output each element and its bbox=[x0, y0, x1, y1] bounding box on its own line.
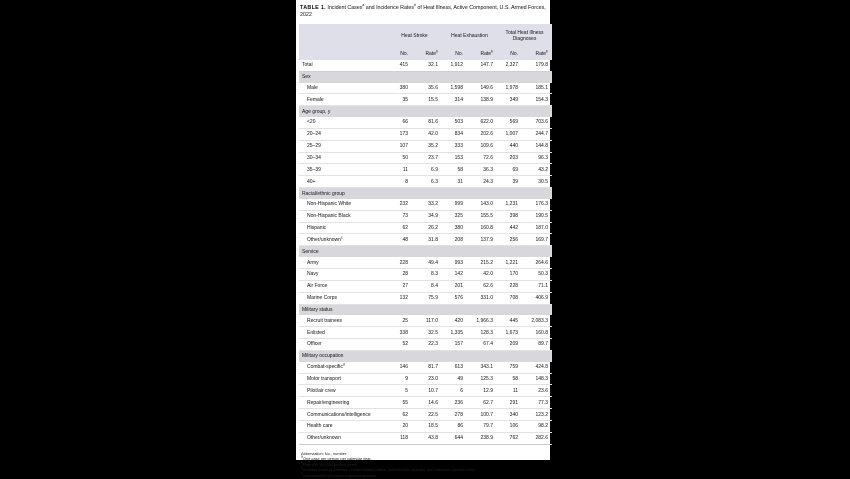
section-label: Sex bbox=[299, 71, 552, 82]
table-cell: 176.3 bbox=[522, 199, 552, 210]
table-cell: 9 bbox=[387, 373, 412, 385]
title-superscript-a: a bbox=[362, 3, 365, 8]
table-cell: 125.3 bbox=[467, 373, 497, 385]
header-sub-stroke-no: No. bbox=[387, 49, 412, 60]
table-cell: 81.7 bbox=[412, 362, 442, 373]
table-cell: 993 bbox=[442, 257, 467, 268]
table-cell: 75.9 bbox=[412, 292, 442, 304]
row-label: Enlisted bbox=[299, 327, 387, 339]
table-row bbox=[299, 432, 552, 444]
table-cell: 143.0 bbox=[467, 199, 497, 210]
rate-superscript: b bbox=[436, 49, 438, 54]
table-cell: 1,673 bbox=[497, 327, 522, 339]
table-cell: 72.6 bbox=[467, 152, 497, 164]
title-text-before: Incident Cases bbox=[325, 5, 363, 11]
table-cell: 22.5 bbox=[412, 409, 442, 421]
row-label: Health care bbox=[299, 420, 387, 432]
table-cell: 187.0 bbox=[522, 222, 552, 234]
table-cell: 98.2 bbox=[522, 420, 552, 432]
table-cell: 32.1 bbox=[412, 60, 442, 71]
table-cell: 39 bbox=[497, 176, 522, 188]
table-cell: 5 bbox=[387, 385, 412, 397]
table-cell: 185.1 bbox=[522, 83, 552, 94]
table-cell: 55 bbox=[387, 397, 412, 409]
table-cell: 228 bbox=[497, 280, 522, 292]
table-row bbox=[299, 280, 552, 292]
table-row bbox=[299, 373, 552, 385]
table-cell: 43.8 bbox=[412, 432, 442, 444]
table-cell: 137.9 bbox=[467, 234, 497, 246]
row-label: Non-Hispanic White bbox=[299, 199, 387, 210]
table-cell: 23.0 bbox=[412, 373, 442, 385]
header-group-total-heat-illness: Total Heat Illness Diagnoses bbox=[497, 24, 552, 49]
table-cell: 43.2 bbox=[522, 164, 552, 176]
table-cell: 58 bbox=[497, 373, 522, 385]
section-label: Age group, y bbox=[299, 106, 552, 117]
header-sub-exhaustion-rate: Rate$^b$ bbox=[467, 49, 497, 60]
row-label: 35–39 bbox=[299, 164, 387, 176]
table-cell: 73 bbox=[387, 210, 412, 222]
table-row bbox=[299, 269, 552, 281]
table-cell: 109.6 bbox=[467, 140, 497, 152]
table-cell: 325 bbox=[442, 210, 467, 222]
table-row bbox=[299, 222, 552, 234]
table-section-row bbox=[299, 71, 552, 82]
header-group-heat-exhaustion: Heat Exhaustion bbox=[442, 24, 497, 49]
title-text-after: of Heat Illness, Active Component, U.S. Armed Forces, 2022 bbox=[300, 5, 546, 19]
table-cell: 107 bbox=[387, 140, 412, 152]
table-cell: 406.9 bbox=[522, 292, 552, 304]
row-label: Hispanic bbox=[299, 222, 387, 234]
table-row bbox=[299, 164, 552, 176]
table-row bbox=[299, 420, 552, 432]
row-label-superscript: d bbox=[342, 362, 345, 367]
table-row bbox=[299, 210, 552, 222]
heat-illness-table bbox=[299, 24, 552, 445]
table-cell: 34.9 bbox=[412, 210, 442, 222]
row-label: Combat-specific$^d$ bbox=[299, 362, 387, 373]
row-label: 40+ bbox=[299, 176, 387, 188]
table-cell: 238.9 bbox=[467, 432, 497, 444]
table-cell: 415 bbox=[387, 60, 412, 71]
table-cell: 380 bbox=[387, 83, 412, 94]
table-cell: 503 bbox=[442, 117, 467, 128]
table-cell: 35.6 bbox=[412, 83, 442, 94]
row-label: 25–29 bbox=[299, 140, 387, 152]
table-cell: 264.6 bbox=[522, 257, 552, 268]
table-cell: 445 bbox=[497, 315, 522, 326]
footnote-text: Abbreviation: No., number. bbox=[301, 450, 348, 456]
section-label: Military occupation bbox=[299, 350, 552, 361]
table-cell: 340 bbox=[497, 409, 522, 421]
title-superscript-b: b bbox=[413, 3, 416, 8]
table-row bbox=[299, 117, 552, 128]
table-cell: 8.3 bbox=[412, 269, 442, 281]
table-cell: 169.7 bbox=[522, 234, 552, 246]
table-row bbox=[299, 128, 552, 140]
table-cell: 708 bbox=[497, 292, 522, 304]
table-row bbox=[299, 327, 552, 339]
table-cell: 96.3 bbox=[522, 152, 552, 164]
table-cell: 26.2 bbox=[412, 222, 442, 234]
footnote-text: Infantry/artillery/combat engineering/armor. bbox=[303, 473, 377, 479]
table-cell: 52 bbox=[387, 339, 412, 351]
table-cell: 20 bbox=[387, 420, 412, 432]
table-cell: 244.7 bbox=[522, 128, 552, 140]
table-cell: 256 bbox=[497, 234, 522, 246]
table-row bbox=[299, 315, 552, 326]
table-cell: 160.8 bbox=[467, 222, 497, 234]
table-cell: 106 bbox=[497, 420, 522, 432]
table-section-row bbox=[299, 106, 552, 117]
table-cell: 759 bbox=[497, 362, 522, 373]
rate-superscript: b bbox=[546, 49, 549, 54]
table-cell: 644 bbox=[442, 432, 467, 444]
table-head bbox=[299, 24, 552, 60]
table-cell: 15.5 bbox=[412, 94, 442, 106]
table-cell: 148.3 bbox=[522, 373, 552, 385]
table-cell: 2,327 bbox=[497, 60, 522, 71]
table-cell: 190.5 bbox=[522, 210, 552, 222]
table-cell: 440 bbox=[497, 140, 522, 152]
table-cell: 1,966.3 bbox=[467, 315, 497, 326]
table-cell: 24.3 bbox=[467, 176, 497, 188]
row-label: Non-Hispanic Black bbox=[299, 210, 387, 222]
table-cell: 11 bbox=[387, 164, 412, 176]
table-cell: 338 bbox=[387, 327, 412, 339]
table-cell: 1,221 bbox=[497, 257, 522, 268]
table-cell: 117.0 bbox=[412, 315, 442, 326]
footnote-text: Includes those of American Indian/Alaska Native, Asian/Pacific Islander, and unknown race/ethnicity. bbox=[302, 467, 476, 473]
table-row bbox=[299, 176, 552, 188]
footnote-marker: d bbox=[301, 471, 303, 476]
table-row bbox=[299, 83, 552, 94]
table-cell: 215.2 bbox=[467, 257, 497, 268]
table-cell: 232 bbox=[387, 199, 412, 210]
rate-superscript: b bbox=[491, 49, 494, 54]
row-label: Recruit trainees bbox=[299, 315, 387, 326]
table-title bbox=[300, 5, 546, 20]
table-row bbox=[299, 257, 552, 268]
footnote-text: One case per person per calendar year. bbox=[303, 456, 372, 462]
table-footnotes bbox=[299, 451, 547, 479]
table-cell: 62.7 bbox=[467, 397, 497, 409]
table-cell: 33.2 bbox=[412, 199, 442, 210]
table-section-row bbox=[299, 246, 552, 257]
section-label: Military status bbox=[299, 304, 552, 315]
row-label: Total bbox=[299, 60, 387, 71]
table-row bbox=[299, 94, 552, 106]
table-cell: 208 bbox=[442, 234, 467, 246]
header-sub-corner-cell bbox=[299, 49, 387, 60]
row-label-superscript: c bbox=[340, 235, 343, 240]
table-row bbox=[299, 292, 552, 304]
header-sub-total-no: No. bbox=[497, 49, 522, 60]
row-label: Army bbox=[299, 257, 387, 268]
table-cell: 173 bbox=[387, 128, 412, 140]
row-label: Male bbox=[299, 83, 387, 94]
table-cell: 23.7 bbox=[412, 152, 442, 164]
table-section-row bbox=[299, 188, 552, 199]
table-cell: 31 bbox=[442, 176, 467, 188]
table-row bbox=[299, 60, 552, 71]
row-label: <20 bbox=[299, 117, 387, 128]
table-cell: 67.4 bbox=[467, 339, 497, 351]
table-cell: 79.7 bbox=[467, 420, 497, 432]
footnote-marker: a bbox=[301, 454, 303, 459]
table-cell: 147.7 bbox=[467, 60, 497, 71]
table-cell: 154.3 bbox=[522, 94, 552, 106]
header-corner-cell bbox=[299, 24, 387, 49]
row-label: Marine Corps bbox=[299, 292, 387, 304]
table-row bbox=[299, 409, 552, 421]
table-row bbox=[299, 385, 552, 397]
table-cell: 209 bbox=[497, 339, 522, 351]
table-cell: 6.9 bbox=[412, 164, 442, 176]
row-label: Navy bbox=[299, 269, 387, 281]
footnote-text: Rate per 100,000 person-years. bbox=[303, 461, 358, 467]
table-cell: 128.3 bbox=[467, 327, 497, 339]
table-cell: 331.0 bbox=[467, 292, 497, 304]
table-cell: 157 bbox=[442, 339, 467, 351]
table-cell: 69 bbox=[497, 164, 522, 176]
table-body bbox=[299, 60, 552, 444]
table-cell: 282.6 bbox=[522, 432, 552, 444]
table-cell: 343.1 bbox=[467, 362, 497, 373]
table-number: TABLE 1. bbox=[300, 5, 326, 11]
table-cell: 32.5 bbox=[412, 327, 442, 339]
table-cell: 31.8 bbox=[412, 234, 442, 246]
table-cell: 1,912 bbox=[442, 60, 467, 71]
header-group-row bbox=[299, 24, 552, 49]
table-cell: 30.5 bbox=[522, 176, 552, 188]
row-label: Repair/engineering bbox=[299, 397, 387, 409]
table-cell: 442 bbox=[497, 222, 522, 234]
table-cell: 138.9 bbox=[467, 94, 497, 106]
table-cell: 999 bbox=[442, 199, 467, 210]
table-cell: 142 bbox=[442, 269, 467, 281]
row-label: Officer bbox=[299, 339, 387, 351]
table-row bbox=[299, 152, 552, 164]
table-cell: 10.7 bbox=[412, 385, 442, 397]
table-cell: 424.8 bbox=[522, 362, 552, 373]
table-cell: 144.8 bbox=[522, 140, 552, 152]
table-cell: 569 bbox=[497, 117, 522, 128]
table-cell: 48 bbox=[387, 234, 412, 246]
table-cell: 314 bbox=[442, 94, 467, 106]
table-cell: 146 bbox=[387, 362, 412, 373]
title-text-mid: and Incidence Rates bbox=[364, 5, 414, 11]
table-cell: 58 bbox=[442, 164, 467, 176]
header-group-heat-stroke: Heat Stroke bbox=[387, 24, 442, 49]
table-cell: 132 bbox=[387, 292, 412, 304]
table-cell: 50.3 bbox=[522, 269, 552, 281]
table-cell: 66 bbox=[387, 117, 412, 128]
table-cell: 77.3 bbox=[522, 397, 552, 409]
footnote-marker: b bbox=[301, 460, 303, 465]
table-cell: 12.9 bbox=[467, 385, 497, 397]
table-cell: 170 bbox=[497, 269, 522, 281]
table-cell: 100.7 bbox=[467, 409, 497, 421]
row-label: Pilot/air crew bbox=[299, 385, 387, 397]
table-cell: 333 bbox=[442, 140, 467, 152]
row-label: 30–34 bbox=[299, 152, 387, 164]
table-cell: 834 bbox=[442, 128, 467, 140]
table-cell: 201 bbox=[442, 280, 467, 292]
table-cell: 203 bbox=[497, 152, 522, 164]
table-row bbox=[299, 140, 552, 152]
table-cell: 349 bbox=[497, 94, 522, 106]
table-cell: 28 bbox=[387, 269, 412, 281]
table-cell: 71.1 bbox=[522, 280, 552, 292]
table-cell: 398 bbox=[497, 210, 522, 222]
row-label: 20–24 bbox=[299, 128, 387, 140]
row-label: Other/unknown$^c$ bbox=[299, 234, 387, 246]
table-cell: 27 bbox=[387, 280, 412, 292]
table-cell: 155.5 bbox=[467, 210, 497, 222]
table-cell: 18.5 bbox=[412, 420, 442, 432]
table-cell: 14.6 bbox=[412, 397, 442, 409]
table-cell: 703.6 bbox=[522, 117, 552, 128]
header-sub-exhaustion-no: No. bbox=[442, 49, 467, 60]
table-cell: 8.4 bbox=[412, 280, 442, 292]
table-cell: 1,335 bbox=[442, 327, 467, 339]
table-section-row bbox=[299, 304, 552, 315]
table-cell: 380 bbox=[442, 222, 467, 234]
table-cell: 62 bbox=[387, 409, 412, 421]
table-cell: 42.0 bbox=[467, 269, 497, 281]
row-label: Female bbox=[299, 94, 387, 106]
table-cell: 179.8 bbox=[522, 60, 552, 71]
table-row bbox=[299, 199, 552, 210]
table-cell: 123.2 bbox=[522, 409, 552, 421]
row-label: Communications/intelligence bbox=[299, 409, 387, 421]
table-cell: 1,007 bbox=[497, 128, 522, 140]
table-cell: 278 bbox=[442, 409, 467, 421]
footnote-marker: c bbox=[301, 466, 303, 471]
table-row bbox=[299, 397, 552, 409]
table-cell: 81.6 bbox=[412, 117, 442, 128]
row-label: Motor transport bbox=[299, 373, 387, 385]
table-cell: 576 bbox=[442, 292, 467, 304]
table-cell: 160.8 bbox=[522, 327, 552, 339]
row-label: Other/unknown bbox=[299, 432, 387, 444]
table-cell: 228 bbox=[387, 257, 412, 268]
table-cell: 11 bbox=[497, 385, 522, 397]
table-cell: 36.3 bbox=[467, 164, 497, 176]
table-cell: 1,978 bbox=[497, 83, 522, 94]
table-cell: 1,598 bbox=[442, 83, 467, 94]
header-sub-stroke-rate: Rate$^b$ bbox=[412, 49, 442, 60]
table-cell: 62.6 bbox=[467, 280, 497, 292]
table-cell: 35.2 bbox=[412, 140, 442, 152]
table-cell: 42.0 bbox=[412, 128, 442, 140]
table-cell: 118 bbox=[387, 432, 412, 444]
table-cell: 22.3 bbox=[412, 339, 442, 351]
table-cell: 23.6 bbox=[522, 385, 552, 397]
table-row bbox=[299, 234, 552, 246]
table-cell: 86 bbox=[442, 420, 467, 432]
table-row bbox=[299, 362, 552, 373]
table-cell: 420 bbox=[442, 315, 467, 326]
table-cell: 236 bbox=[442, 397, 467, 409]
table-cell: 25 bbox=[387, 315, 412, 326]
table-cell: 762 bbox=[497, 432, 522, 444]
table-page bbox=[296, 0, 550, 479]
section-label: Racial/ethnic group bbox=[299, 188, 552, 199]
table-cell: 291 bbox=[497, 397, 522, 409]
table-cell: 149.6 bbox=[467, 83, 497, 94]
footnote bbox=[301, 473, 547, 479]
table-cell: 6 bbox=[442, 385, 467, 397]
table-cell: 153 bbox=[442, 152, 467, 164]
table-cell: 1,231 bbox=[497, 199, 522, 210]
table-row bbox=[299, 339, 552, 351]
header-sub-row bbox=[299, 49, 552, 60]
table-cell: 202.6 bbox=[467, 128, 497, 140]
table-cell: 49 bbox=[442, 373, 467, 385]
table-cell: 49.4 bbox=[412, 257, 442, 268]
table-cell: 6.3 bbox=[412, 176, 442, 188]
table-cell: 50 bbox=[387, 152, 412, 164]
table-cell: 89.7 bbox=[522, 339, 552, 351]
table-cell: 8 bbox=[387, 176, 412, 188]
table-cell: 35 bbox=[387, 94, 412, 106]
table-cell: 613 bbox=[442, 362, 467, 373]
table-section-row bbox=[299, 350, 552, 361]
table-cell: 62 bbox=[387, 222, 412, 234]
row-label: Air Force bbox=[299, 280, 387, 292]
table-cell: 622.0 bbox=[467, 117, 497, 128]
section-label: Service bbox=[299, 246, 552, 257]
header-sub-total-rate: Rate$^b$ bbox=[522, 49, 552, 60]
table-cell: 2,083.3 bbox=[522, 315, 552, 326]
